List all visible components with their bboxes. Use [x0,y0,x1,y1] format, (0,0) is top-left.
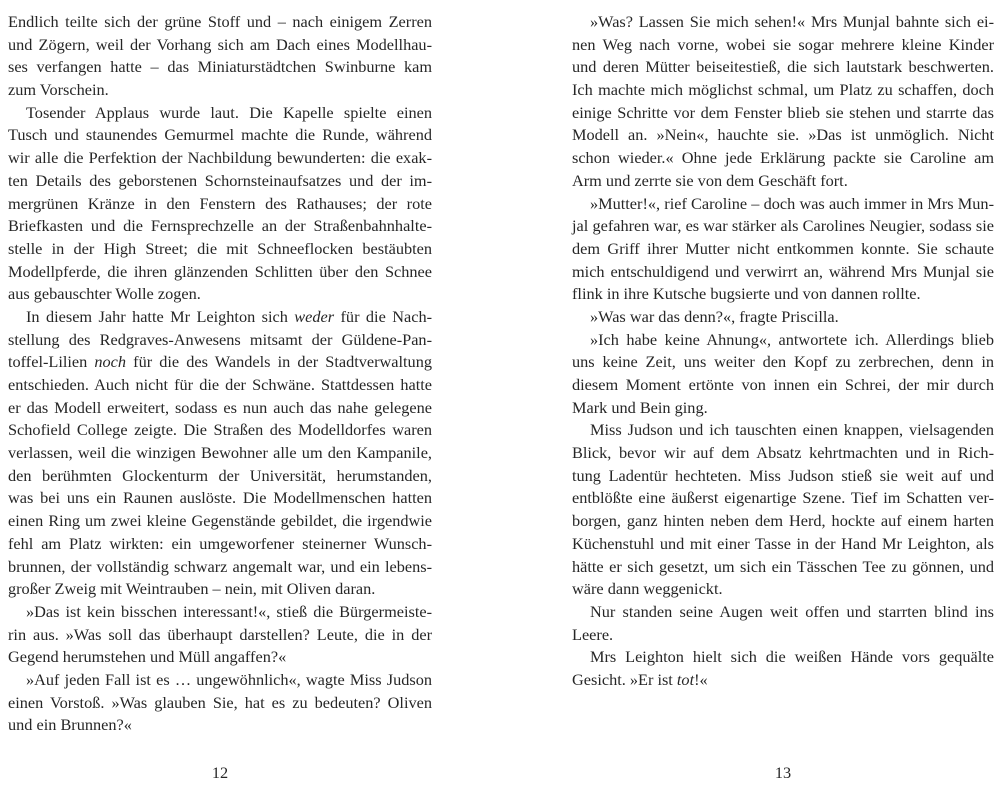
text-segment: Gesicht. »Er ist [572,669,677,689]
text-line [8,692,432,715]
line-text: Miss Judson und ich tauschten einen knappen, vielsagenden [590,420,994,440]
line-text: Tosender Applaus wurde laut. Die Kapelle spielte einen [26,102,432,122]
line-text: rin aus. »Was soll das überhaupt darstellen? Leute, die in der [8,624,432,644]
text-segment: In diesem Jahr hatte Mr Leighton sich [26,306,295,326]
paragraph [8,102,432,306]
line-text: Tusch und staunendes Gemurmel machte die Runde, während [8,125,432,145]
text-line [8,102,432,125]
paragraph [8,601,432,669]
line-text: Mark und Bein ging. [572,397,708,417]
text-line [8,397,432,420]
line-text: borgen, ganz hinten neben dem Herd, hockte auf einem harten [572,511,994,531]
text-line [8,533,432,556]
line-text: einen Ring um zwei kleine Gegenstände gebildet, die irgendwie [8,511,432,531]
line-text: Ich machte mich möglichst schmal, um Platz zu schaffen, doch [572,80,994,100]
line-text: mich entschuldigend und verwirrt an, während Mrs Munjal sie [572,261,994,281]
line-text: tung Ladentür hechteten. Miss Judson stieß sie weit auf und [572,465,994,485]
line-text: Mrs Leighton hielt sich die weißen Hände vors gequälte [590,647,994,667]
page-number: 13 [774,763,792,782]
italic-text: tot [676,669,695,689]
text-segment: für die Nach- [334,306,433,326]
text-line [8,419,432,442]
text-line [572,11,994,34]
text-line [572,465,994,488]
line-text: Leere. [572,624,614,644]
line-text: Modellpferde, die ihren glänzenden Schlitten über den Schnee [8,261,432,281]
text-line [8,147,432,170]
text-line [572,193,994,216]
line-text: Schofield College zeigte. Die Straßen des Modelldorfes waren [8,420,432,440]
text-line [8,578,432,601]
text-line [572,442,994,465]
line-text: aus gebauschter Wolle zogen. [8,284,201,304]
line-text: diesem Moment ertönte von innen ein Schrei, der mir durch [572,375,994,394]
text-line [8,487,432,510]
text-line [572,102,994,125]
text-line [572,124,994,147]
line-text [26,307,432,326]
text-line [572,329,994,352]
line-text: stellung des Redgraves-Anwesens mitsamt der Güldene-Pan- [8,329,432,349]
paragraph [572,601,994,646]
text-line [8,306,432,329]
text-line [8,11,432,34]
paragraph [8,669,432,737]
text-line [8,261,432,284]
text-line [572,419,994,442]
page-text [572,11,994,692]
line-text: stelle in der High Street; die mit Schneeflocken bestäubten [8,238,432,258]
paragraph [572,419,994,601]
text-line [8,34,432,57]
text-line [572,578,994,601]
line-text: verlassen, weil die winzigen Bewohner alle um den Kampanile, [8,443,432,463]
text-line [8,374,432,397]
italic-text: noch [94,352,127,372]
line-text: nen Weg nach vorne, wobei sie sogar mehrere kleine Kinder [572,34,994,54]
line-text: »Auf jeden Fall ist es … ungewöhnlich«, wagte Miss Judson [26,669,432,689]
line-text: dem Griff ihrer Mutter nicht entkommen konnte. Sie schaute [572,238,994,258]
text-line [572,624,994,647]
text-line [572,56,994,79]
paragraph [572,646,994,691]
paragraph [572,306,994,329]
text-line [8,193,432,216]
line-text: Blick, bevor wir auf dem Absatz kehrtmachten und in Rich- [572,443,994,463]
line-text [8,352,432,371]
line-text: wäre dann weggenickt. [572,579,723,599]
line-text: flink in ihre Kutsche bugsierte und von dannen rollte. [572,284,921,304]
text-line [8,601,432,624]
line-text: Briefkasten und die Fernsprechzelle an der Straßenbahnhalte- [8,216,432,236]
line-text: fehl am Platz wirkten: ein umgeworfener steinerner Wunsch- [8,533,432,553]
line-text: wir alle die Perfektion der Nachbildung bewunderten: die exak- [8,148,432,168]
line-text: ses verfangen hatte – das Miniaturstädtchen Swinburne kam [8,57,432,77]
text-line [8,556,432,579]
line-text: was bei uns ein Raunen auslöste. Die Modellmenschen hatten [8,488,432,508]
text-line [8,283,432,306]
text-line [8,124,432,147]
text-segment: für die des Wandels in der Stadtverwaltung [126,352,432,372]
text-line [8,442,432,465]
line-text: Endlich teilte sich der grüne Stoff und – nach einigem Zerren [8,12,432,31]
line-text: »Das ist kein bisschen interessant!«, stieß die Bürgermeiste- [26,601,432,621]
line-text: uns keine Zeit, uns weiter den Kopf zu zerbrechen, denn in [572,352,994,372]
text-line [572,147,994,170]
line-text: und ein Brunnen?« [8,715,132,735]
line-text: »Was war das denn?«, fragte Priscilla. [590,306,839,326]
text-line [8,215,432,238]
paragraph [8,11,432,102]
line-text: Gegend herumstehen und Müll angaffen?« [8,647,287,667]
line-text: entblößte eine äußerst eigenartige Szene. Tief im Schatten ver- [572,488,994,508]
line-text: »Mutter!«, rief Caroline – doch was auch immer in Mrs Mun- [590,193,994,213]
line-text: und Zögern, weil der Vorhang sich am Dach eines Modellhau- [8,34,432,54]
text-line [8,465,432,488]
line-text: einige Schritte vor dem Fenster blieb sie stehen und starrte das [572,102,994,122]
text-line [8,238,432,261]
text-segment: toffel-Lilien [8,352,95,372]
text-line [572,215,994,238]
line-text: Nur standen seine Augen weit offen und starrten blind ins [590,601,994,621]
text-line [572,487,994,510]
line-text: schon wieder.« Ohne jede Erklärung packte sie Caroline am [572,148,994,168]
text-line [572,34,994,57]
line-text [572,670,708,689]
text-line [8,56,432,79]
line-text: Modell an. »Nein«, hauchte sie. »Das ist unmöglich. Nicht [572,125,994,145]
line-text: einen Vorstoß. »Was glauben Sie, hat es zu bedeuten? Oliven [8,692,432,712]
page-right [500,0,1000,800]
text-line [8,170,432,193]
line-text: Küchenstuhl und mit einer Tasse in der Hand Mr Leighton, als [572,533,994,553]
text-line [572,397,994,420]
text-line [572,238,994,261]
text-line [8,624,432,647]
line-text: »Was? Lassen Sie mich sehen!« Mrs Munjal bahnte sich ei- [590,12,994,31]
text-line [572,306,994,329]
line-text: er das Modell erweitert, sodass es nun auch das nahe gelegene [8,397,432,417]
text-line [572,669,994,692]
line-text: den berühmten Glockenturm der Universität, herumstanden, [8,465,432,485]
line-text: großer Zweig mit Weintrauben – nein, mit Oliven daran. [8,579,376,599]
text-line [572,510,994,533]
text-line [8,79,432,102]
text-line [572,283,994,306]
line-text: entschieden. Auch nicht für die der Schwäne. Stattdessen hatte [8,375,432,394]
text-line [572,261,994,284]
line-text: brunnen, der vollständig schwarz angemalt war, und ein lebens- [8,556,432,576]
paragraph [572,11,994,193]
text-line [8,714,432,737]
line-text: und deren Mütter beiseitestieß, die sich lautstark beschwerten. [572,57,994,77]
text-line [572,374,994,397]
italic-text: weder [294,306,335,326]
line-text: jal gefahren war, es war stärker als Carolines Neugier, sodass sie [572,216,994,236]
text-line [572,601,994,624]
line-text: »Ich habe keine Ahnung«, antwortete ich. Allerdings blieb [590,329,994,349]
paragraph [8,306,432,601]
paragraph [572,329,994,420]
text-line [572,646,994,669]
text-segment: !« [694,669,708,689]
line-text: zum Vorschein. [8,80,109,100]
line-text: mergrünen Kränze in den Fenstern des Rathauses; der rote [8,193,432,213]
line-text: ten Details des geborstenen Schornsteinaufsatzes und der im- [8,170,432,190]
text-line [8,646,432,669]
text-line [572,79,994,102]
text-line [8,351,432,374]
line-text: Arm und zerrte sie von dem Geschäft fort. [572,170,848,190]
text-line [572,351,994,374]
page-text [8,11,432,737]
text-line [572,556,994,579]
text-line [572,533,994,556]
text-line [8,510,432,533]
text-line [8,329,432,352]
line-text: hätte er sich gesetzt, um sich ein Tässchen Tee zu gönnen, und [572,556,994,576]
paragraph [572,193,994,306]
text-line [8,669,432,692]
page-number: 12 [211,763,229,782]
text-line [572,170,994,193]
